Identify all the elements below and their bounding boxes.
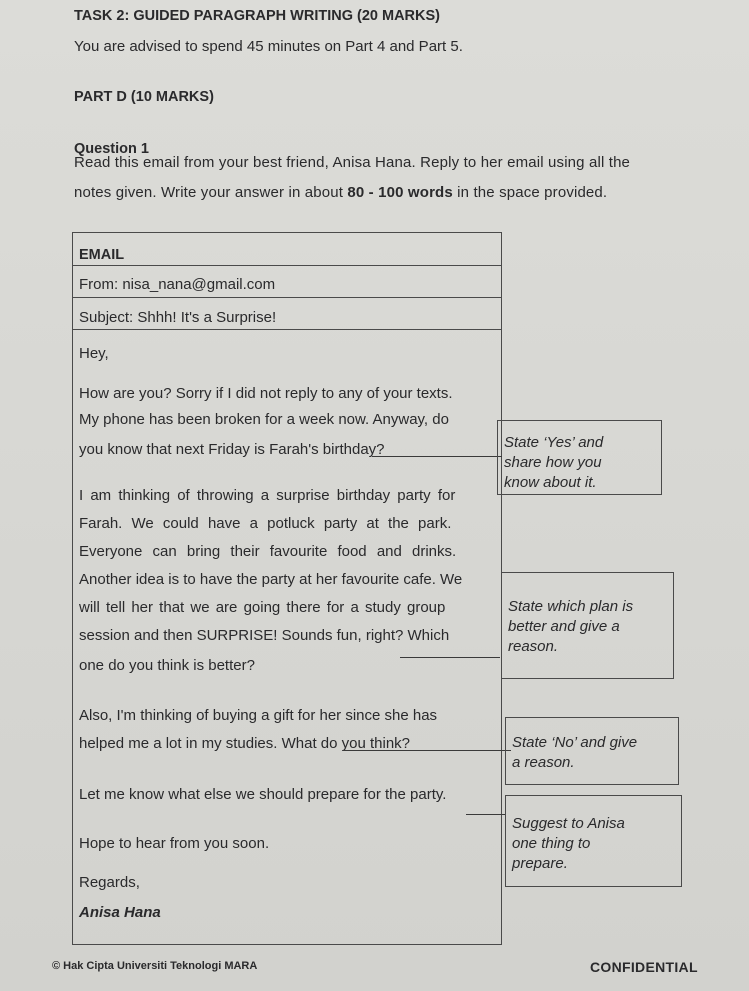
email-body-line: will tell her that we are going there for a study group [79, 599, 446, 616]
divider [73, 329, 501, 330]
email-body-line: How are you? Sorry if I did not reply to any of your texts. [79, 385, 453, 402]
time-advice: You are advised to spend 45 minutes on Part 4 and Part 5. [74, 38, 463, 55]
note-line: share how you [504, 454, 602, 471]
email-box [72, 232, 502, 945]
copyright-footer: © Hak Cipta Universiti Teknologi MARA [52, 960, 258, 972]
email-body-line: I am thinking of throwing a surprise birthday party for [79, 487, 456, 504]
instruction-line-2 [74, 184, 607, 201]
email-body-line: Everyone can bring their favourite food and drinks. [79, 543, 457, 560]
word-count: 80 - 100 words [347, 184, 453, 201]
note-box-2 [501, 572, 674, 679]
instruction-line-2-end: in the space provided. [452, 184, 608, 201]
email-body-line: you know that next Friday is Farah's birthday? [79, 441, 385, 458]
email-closing: Regards, [79, 874, 140, 891]
email-body-line: Let me know what else we should prepare for the party. [79, 786, 447, 803]
email-greeting: Hey, [79, 345, 109, 362]
confidential-label: CONFIDENTIAL [590, 959, 698, 975]
instruction-line-2-start: notes given. Write your answer in about [74, 184, 348, 201]
email-heading: EMAIL [79, 247, 125, 263]
task-title: TASK 2: GUIDED PARAGRAPH WRITING (20 MARKS) [74, 8, 440, 24]
email-body-line: one do you think is better? [79, 657, 255, 674]
divider [73, 265, 501, 266]
email-body-line: Also, I'm thinking of buying a gift for her since she has [79, 707, 438, 724]
email-body-line: Another idea is to have the party at her favourite cafe. We [79, 571, 463, 588]
note-box-3 [505, 717, 679, 785]
email-from: From: nisa_nana@gmail.com [79, 276, 276, 293]
underline-prepare [466, 814, 506, 815]
note-box-4 [505, 795, 682, 887]
note-line: know about it. [504, 474, 597, 491]
email-body-line: helped me a lot in my studies. What do you think? [79, 735, 411, 752]
email-body-line: Farah. We could have a potluck party at the park. [79, 515, 452, 532]
note-line: one thing to [512, 835, 591, 852]
underline-which-plan [400, 657, 500, 658]
note-box-1 [497, 420, 662, 495]
email-body-line: Hope to hear from you soon. [79, 835, 270, 852]
note-line: reason. [508, 638, 559, 655]
part-title: PART D (10 MARKS) [74, 89, 214, 105]
note-line: Suggest to Anisa [512, 815, 625, 832]
note-line: prepare. [512, 855, 568, 872]
question-label: Question 1 [74, 141, 149, 157]
note-line: State which plan is [508, 598, 634, 615]
note-line: State ‘Yes’ and [504, 434, 604, 451]
email-signature: Anisa Hana [79, 904, 161, 921]
email-body-line: session and then SURPRISE! Sounds fun, right? Which [79, 627, 450, 644]
divider [73, 297, 501, 298]
instruction-line-1: Read this email from your best friend, Anisa Hana. Reply to her email using all the [74, 154, 631, 171]
email-body-line: My phone has been broken for a week now. Anyway, do [79, 411, 449, 428]
underline-birthday [372, 456, 502, 457]
note-line: a reason. [512, 754, 575, 771]
note-line: State ‘No’ and give [512, 734, 638, 751]
note-line: better and give a [508, 618, 620, 635]
underline-gift [343, 750, 511, 751]
email-subject: Subject: Shhh! It's a Surprise! [79, 309, 277, 326]
